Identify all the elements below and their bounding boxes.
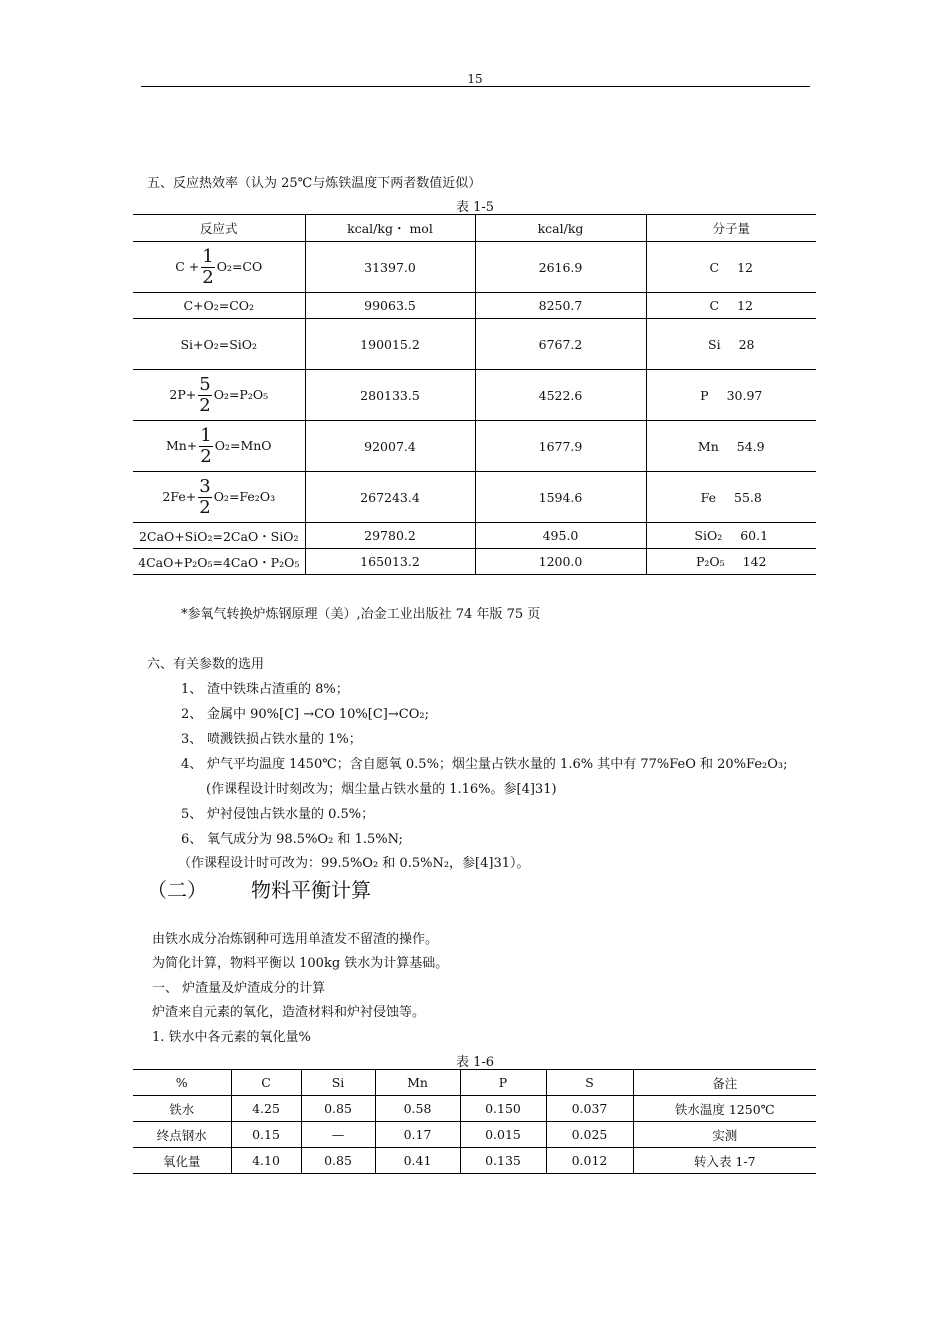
table-cell: 0.85 xyxy=(301,1096,375,1122)
kcal-mol-cell: 165013.2 xyxy=(305,549,475,575)
molecular-weight: 12 xyxy=(737,259,753,275)
equation-prefix: 2CaO+SiO₂=2CaO・SiO₂ xyxy=(138,528,299,544)
molecular-weight: 54.9 xyxy=(736,438,765,454)
kcal-kg-cell: 8250.7 xyxy=(475,293,646,319)
table-row xyxy=(133,472,816,523)
molecular-weight-pair xyxy=(701,490,762,505)
parameter-item-number: 5、 xyxy=(181,807,203,822)
element-symbol: SiO₂ xyxy=(694,528,723,543)
kcal-kg-cell: 2616.9 xyxy=(475,242,646,293)
element-symbol: Mn xyxy=(697,438,719,454)
kcal-mol-cell: 29780.2 xyxy=(305,523,475,549)
paragraph: 一、 炉渣量及炉渣成分的计算 xyxy=(152,981,326,996)
molecular-weight-pair xyxy=(694,528,768,543)
equation-prefix: 2Fe+ xyxy=(162,488,197,504)
equation-cell xyxy=(133,472,305,523)
molecular-weight: 142 xyxy=(742,554,767,569)
parameter-item-text: 炉衬侵蚀占铁水量的 0.5%； xyxy=(207,807,375,822)
table15-header-row xyxy=(133,215,816,242)
table-cell: 0.17 xyxy=(375,1122,460,1148)
fraction-numerator: 1 xyxy=(202,245,214,267)
section5-title: 五、反应热效率（认为 25℃与炼铁温度下两者数值近似） xyxy=(147,176,482,191)
table-cell: 4.10 xyxy=(231,1148,301,1174)
parameter-item-number: 4、 xyxy=(181,757,203,772)
parameter-item-number: 1、 xyxy=(181,682,203,697)
parameter-item xyxy=(181,828,403,847)
table-row xyxy=(133,319,816,370)
table-row xyxy=(133,1122,816,1148)
header-rule xyxy=(141,86,810,87)
equation-suffix: O₂=Fe₂O₃ xyxy=(213,488,276,504)
kcal-mol-cell: 280133.5 xyxy=(305,370,475,421)
element-symbol: C xyxy=(709,298,720,313)
table-cell: 0.015 xyxy=(460,1122,546,1148)
table-row xyxy=(133,1148,816,1174)
paragraph: 炉渣来自元素的氧化，造渣材料和炉衬侵蚀等。 xyxy=(152,1005,426,1020)
table-cell: 0.15 xyxy=(231,1122,301,1148)
table-row xyxy=(133,1096,816,1122)
fraction-denominator: 2 xyxy=(200,445,212,467)
row-label-cell: 终点钢水 xyxy=(133,1122,231,1148)
element-symbol: P xyxy=(700,387,709,403)
fraction-denominator: 2 xyxy=(199,496,211,518)
parameter-item-text: 金属中 90%[C] →CO 10%[C]→CO₂; xyxy=(207,707,429,722)
table15-caption: 表 1-5 xyxy=(455,200,495,215)
equation-suffix: O₂=P₂O₅ xyxy=(213,386,269,402)
kcal-kg-cell: 1200.0 xyxy=(475,549,646,575)
kcal-kg-cell: 4522.6 xyxy=(475,370,646,421)
col-header-equation: 反应式 xyxy=(133,215,305,242)
fraction-denominator: 2 xyxy=(202,266,214,288)
table-1-6 xyxy=(133,1069,816,1174)
table16-caption: 表 1-6 xyxy=(455,1055,495,1070)
parameter-item-text: 炉气平均温度 1450℃；含自愿氧 0.5%；烟尘量占铁水量的 1.6% 其中有 77%FeO 和 20%Fe₂O₃; xyxy=(207,757,788,772)
equation-suffix: O₂=CO xyxy=(216,258,263,274)
table-cell: 转入表 1-7 xyxy=(633,1148,816,1174)
element-symbol: Si xyxy=(708,336,721,352)
col-header: P xyxy=(460,1070,546,1096)
fraction-numerator: 3 xyxy=(199,475,211,497)
parameter-note-4: (作课程设计时刻改为；烟尘量占铁水量的 1.16%。参[4]31) xyxy=(206,782,557,797)
col-header-kcal-kg: kcal/kg xyxy=(475,215,646,242)
element-symbol: Fe xyxy=(700,489,717,505)
col-header: 备注 xyxy=(633,1070,816,1096)
paragraph: 1. 铁水中各元素的氧化量% xyxy=(152,1030,311,1045)
molecular-weight-pair xyxy=(696,554,767,569)
molecular-weight-cell xyxy=(646,421,816,472)
molecular-weight-pair xyxy=(698,439,765,454)
parameter-item-number: 6、 xyxy=(181,832,203,847)
kcal-kg-cell: 1677.9 xyxy=(475,421,646,472)
equation-cell xyxy=(133,523,305,549)
paragraph: 为简化计算，物料平衡以 100kg 铁水为计算基础。 xyxy=(152,956,449,971)
table-cell: 0.58 xyxy=(375,1096,460,1122)
molecular-weight: 55.8 xyxy=(734,489,762,505)
molecular-weight-cell xyxy=(646,242,816,293)
equation-prefix: C+O₂=CO₂ xyxy=(183,298,255,313)
page-number: 15 xyxy=(467,72,483,86)
table-cell: 0.150 xyxy=(460,1096,546,1122)
equation-cell xyxy=(133,549,305,575)
fraction-denominator: 2 xyxy=(199,394,211,416)
table-cell: — xyxy=(301,1122,375,1148)
paragraph: 由铁水成分冶炼钢种可选用单渣发不留渣的操作。 xyxy=(152,932,439,947)
molecular-weight-cell xyxy=(646,319,816,370)
equation-prefix: Si+O₂=SiO₂ xyxy=(180,336,258,352)
parameter-item-text: 喷溅铁损占铁水量的 1%； xyxy=(207,732,362,747)
kcal-mol-cell: 92007.4 xyxy=(305,421,475,472)
table-cell: 0.135 xyxy=(460,1148,546,1174)
kcal-mol-cell: 190015.2 xyxy=(305,319,475,370)
table16-header-row xyxy=(133,1070,816,1096)
kcal-kg-cell: 495.0 xyxy=(475,523,646,549)
molecular-weight: 30.97 xyxy=(726,387,763,403)
molecular-weight-pair xyxy=(700,388,762,403)
row-label-cell: 铁水 xyxy=(133,1096,231,1122)
molecular-weight-pair xyxy=(708,337,754,352)
table-cell: 0.41 xyxy=(375,1148,460,1174)
equation-cell xyxy=(133,319,305,370)
part2-heading-text: 物料平衡计算 xyxy=(251,878,371,902)
equation-prefix: Mn+ xyxy=(165,437,198,453)
col-header: Si xyxy=(301,1070,375,1096)
molecular-weight: 28 xyxy=(738,336,755,352)
parameter-item xyxy=(181,678,349,697)
molecular-weight-pair xyxy=(710,298,753,313)
table-row xyxy=(133,293,816,319)
molecular-weight-cell xyxy=(646,293,816,319)
equation-cell xyxy=(133,421,305,472)
equation-cell xyxy=(133,242,305,293)
kcal-kg-cell: 1594.6 xyxy=(475,472,646,523)
molecular-weight: 12 xyxy=(737,298,753,313)
element-symbol: P₂O₅ xyxy=(695,554,725,569)
parameter-item-text: 氧气成分为 98.5%O₂ 和 1.5%N; xyxy=(207,832,403,847)
equation-prefix: 4CaO+P₂O₅=4CaO・P₂O₅ xyxy=(138,554,300,570)
parameter-item-number: 2、 xyxy=(181,707,203,722)
molecular-weight-cell xyxy=(646,370,816,421)
part2-heading-number: （二） xyxy=(147,878,207,902)
kcal-mol-cell: 267243.4 xyxy=(305,472,475,523)
kcal-mol-cell: 99063.5 xyxy=(305,293,475,319)
table-row xyxy=(133,421,816,472)
parameter-item-text: 渣中铁珠占渣重的 8%； xyxy=(207,682,349,697)
table-cell: 0.012 xyxy=(546,1148,633,1174)
element-symbol: C xyxy=(709,259,720,275)
molecular-weight: 60.1 xyxy=(740,528,769,543)
col-header: C xyxy=(231,1070,301,1096)
row-label-cell: 氧化量 xyxy=(133,1148,231,1174)
col-header: % xyxy=(133,1070,231,1096)
equation-suffix: O₂=MnO xyxy=(214,437,272,453)
molecular-weight-cell xyxy=(646,549,816,575)
kcal-kg-cell: 6767.2 xyxy=(475,319,646,370)
table-cell: 0.025 xyxy=(546,1122,633,1148)
col-header-molecular-weight: 分子量 xyxy=(646,215,816,242)
parameter-item xyxy=(181,703,429,722)
table-1-5 xyxy=(133,214,816,575)
table-row xyxy=(133,523,816,549)
fraction-numerator: 5 xyxy=(199,373,211,395)
col-header: Mn xyxy=(375,1070,460,1096)
section6-title: 六、有关参数的选用 xyxy=(147,657,265,672)
parameter-item xyxy=(181,728,362,747)
fraction-numerator: 1 xyxy=(200,424,212,446)
kcal-mol-cell: 31397.0 xyxy=(305,242,475,293)
fraction xyxy=(199,424,212,467)
parameter-item xyxy=(181,753,788,772)
fraction xyxy=(198,373,211,416)
parameter-item xyxy=(181,803,374,822)
table-cell: 4.25 xyxy=(231,1096,301,1122)
table-row xyxy=(133,242,816,293)
molecular-weight-cell xyxy=(646,472,816,523)
parameter-note-6: （作课程设计时可改为：99.5%O₂ 和 0.5%N₂，参[4]31）。 xyxy=(178,856,530,871)
table-cell: 铁水温度 1250℃ xyxy=(633,1096,816,1122)
molecular-weight-pair xyxy=(710,260,753,275)
col-header-kcal-mol: kcal/kg・ mol xyxy=(305,215,475,242)
table-row xyxy=(133,370,816,421)
equation-cell xyxy=(133,293,305,319)
equation-cell xyxy=(133,370,305,421)
fraction xyxy=(198,475,211,518)
table-cell: 实测 xyxy=(633,1122,816,1148)
parameter-item-number: 3、 xyxy=(181,732,203,747)
table-row xyxy=(133,549,816,575)
part2-heading xyxy=(147,874,371,903)
col-header: S xyxy=(546,1070,633,1096)
table-cell: 0.85 xyxy=(301,1148,375,1174)
table-cell: 0.037 xyxy=(546,1096,633,1122)
molecular-weight-cell xyxy=(646,523,816,549)
fraction xyxy=(201,245,214,288)
footnote: *参氧气转换炉炼钢原理（美）,冶金工业出版社 74 年版 75 页 xyxy=(181,607,541,622)
equation-prefix: C + xyxy=(175,258,200,274)
equation-prefix: 2P+ xyxy=(169,386,197,402)
